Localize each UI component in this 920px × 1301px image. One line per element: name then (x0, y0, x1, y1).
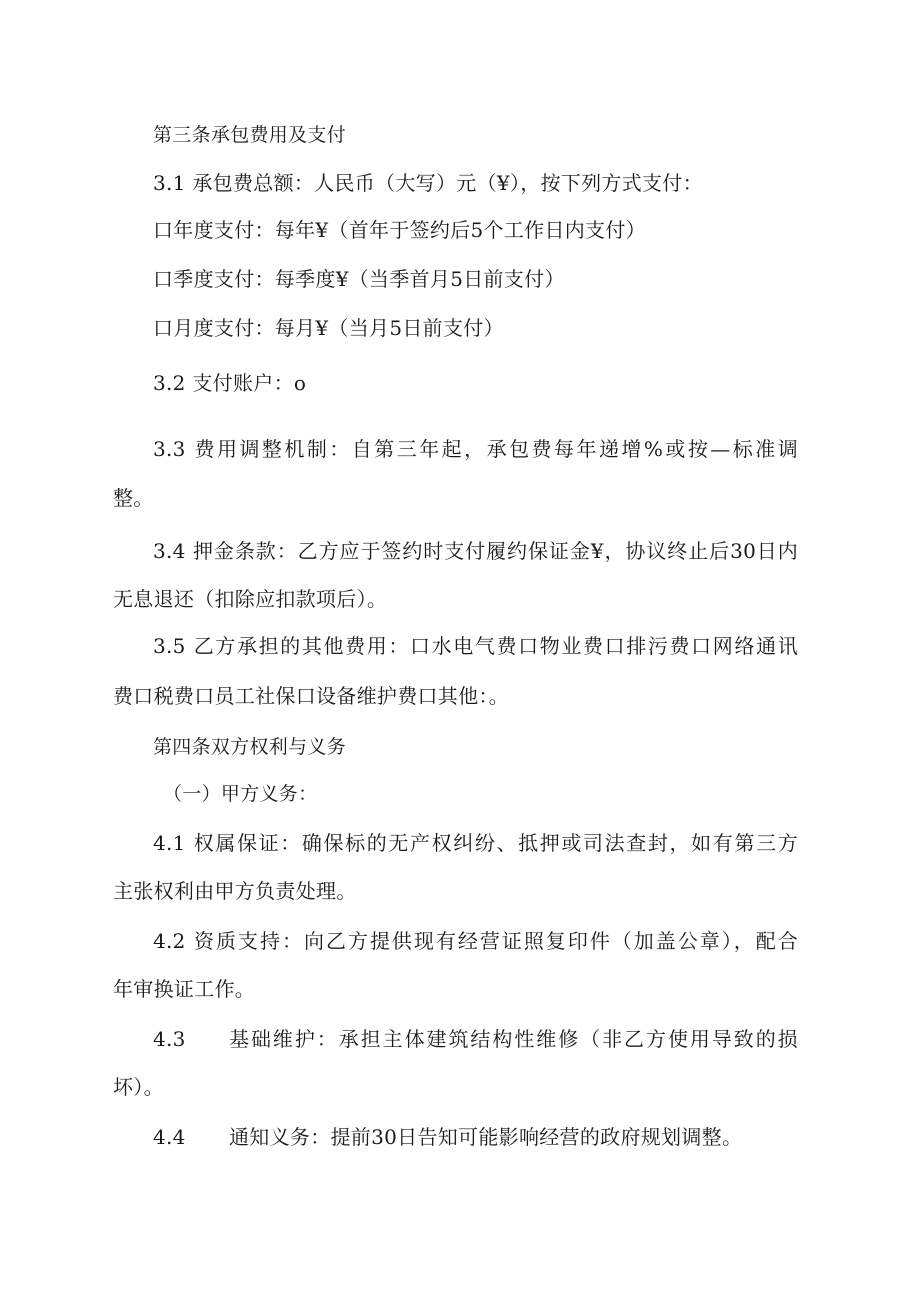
clause-3-5-line-1: 3.5 乙方承担的其他费用：口水电气费口物业费口排污费口网络通讯 (153, 634, 798, 658)
clause-3-3-line-2: 整。 (113, 486, 154, 510)
clause-3-2: 3.2 支付账户：o (153, 371, 307, 395)
clause-4-4-number: 4.4 (153, 1125, 186, 1149)
clause-3-3-line-1: 3.3 费用调整机制：自第三年起，承包费每年递增%或按—标准调 (153, 437, 798, 461)
clause-3-4-line-2: 无息退还（扣除应扣款项后）。 (113, 587, 388, 611)
clause-4-1-line-2: 主张权利由甲方负责处理。 (113, 879, 357, 903)
clause-4-1-line-1: 4.1 权属保证：确保标的无产权纠纷、抵押或司法查封，如有第三方 (153, 831, 798, 855)
subsection-party-a-duties: （一）甲方义务： (163, 783, 318, 805)
section-3-title: 第三条承包费用及支付 (153, 124, 347, 146)
clause-3-5-line-2: 费口税费口员工社保口设备维护费口其他：。 (113, 684, 509, 708)
clause-4-2-line-2: 年审换证工作。 (113, 977, 256, 1001)
clause-4-3-line-1: 基础维护：承担主体建筑结构性维修（非乙方使用导致的损 (229, 1027, 798, 1051)
option-annual-payment: 口年度支付：每年¥（首年于签约后5个工作日内支付） (153, 218, 646, 242)
clause-4-3-line-2: 坏）。 (113, 1075, 164, 1099)
section-4-title: 第四条双方权利与义务 (153, 736, 347, 758)
clause-3-1: 3.1 承包费总额：人民币（大写）元（¥），按下列方式支付： (153, 171, 703, 195)
clause-4-3-number: 4.3 (153, 1027, 186, 1051)
option-quarterly-payment: 口季度支付：每季度¥（当季首月5日前支付） (153, 267, 565, 291)
clause-4-2-line-1: 4.2 资质支持：向乙方提供现有经营证照复印件（加盖公章），配合 (153, 929, 798, 953)
clause-4-4-line-1: 通知义务：提前30日告知可能影响经营的政府规划调整。 (229, 1125, 743, 1149)
option-monthly-payment: 口月度支付：每月¥（当月5日前支付） (153, 316, 504, 340)
clause-3-4-line-1: 3.4 押金条款：乙方应于签约时支付履约保证金¥，协议终止后30日内 (153, 539, 798, 563)
